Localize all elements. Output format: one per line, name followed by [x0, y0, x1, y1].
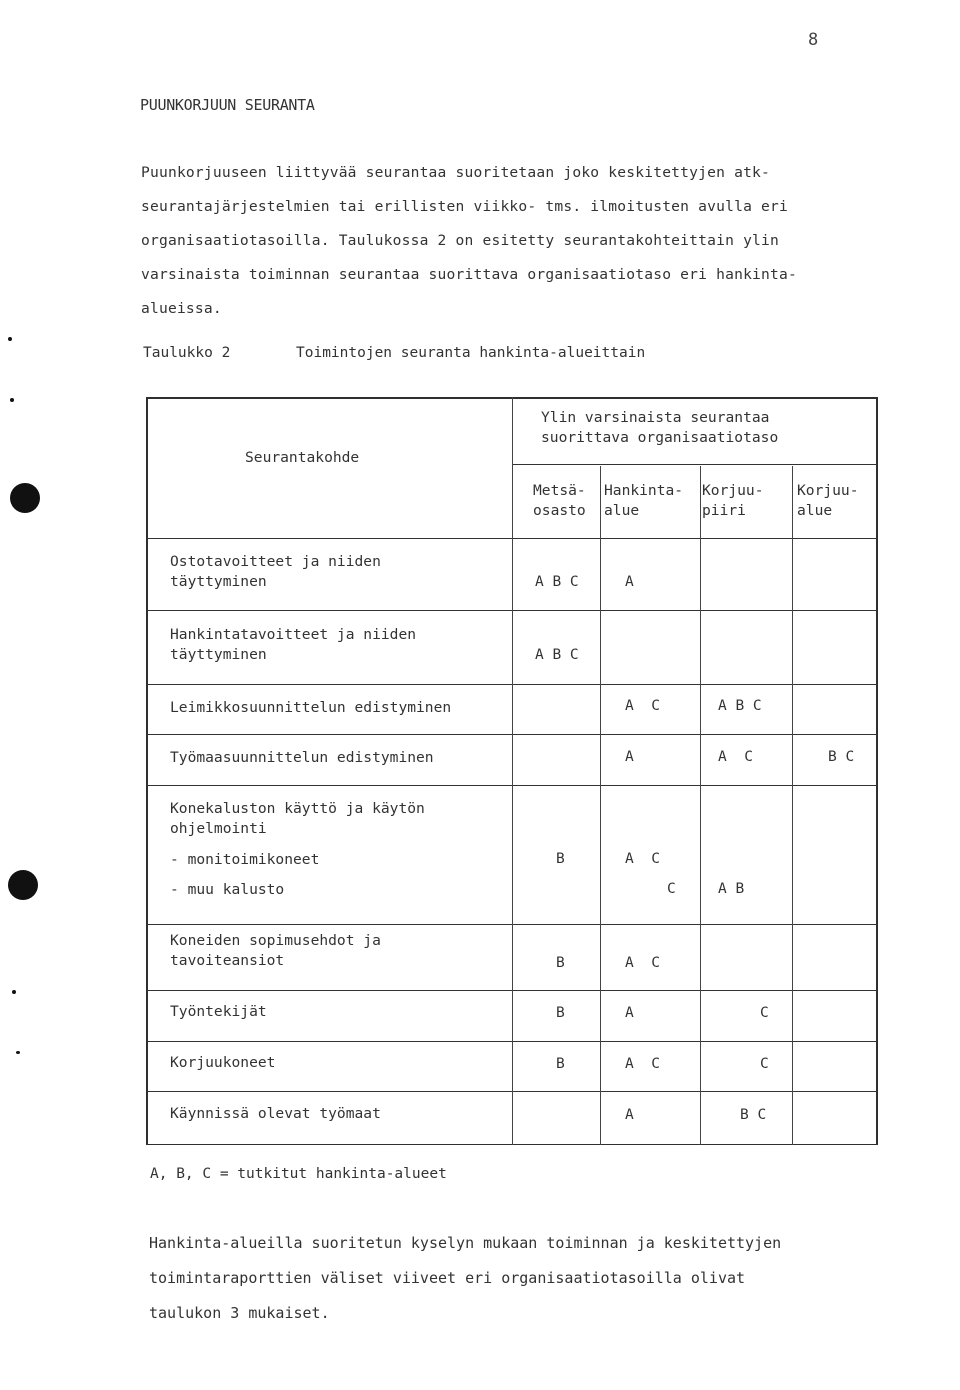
table-cell: A B C [718, 698, 762, 714]
table-cell: B C [740, 1107, 767, 1123]
table-caption-title: Toimintojen seuranta hankinta-alueittain [296, 345, 646, 361]
row-label: - monitoimikoneet [170, 851, 320, 868]
table-cell: A B C [535, 574, 579, 590]
row-label: Hankintatavoitteet ja niiden täyttyminen [170, 626, 417, 663]
punch-hole-mark [8, 870, 38, 900]
group-header: Ylin varsinaista seurantaa suorittava organisaatiotaso [541, 409, 779, 446]
margin-speck [10, 398, 14, 402]
table-cell: A C [718, 749, 753, 765]
page-number: 8 [808, 30, 819, 50]
section-heading: PUUNKORJUUN SEURANTA [140, 96, 315, 114]
intro-line: seurantajärjestelmien tai erillisten viikko- tms. ilmoitusten avulla eri [141, 198, 789, 215]
column-divider [700, 466, 701, 1145]
row-label: Konekaluston käyttö ja käytön ohjelmointi [170, 800, 425, 837]
row-label: - muu kalusto [170, 881, 285, 898]
column-header-hankinta-alue: Hankinta- alue [604, 482, 684, 519]
column-divider [792, 466, 793, 1145]
table-cell: C [667, 881, 676, 897]
margin-speck [12, 990, 16, 994]
row-label: Koneiden sopimusehdot ja tavoiteansiot [170, 932, 381, 969]
table-cell: A [625, 749, 634, 765]
table-cell: B C [828, 749, 855, 765]
table-cell: B [556, 1056, 565, 1072]
table-cell: B [556, 955, 565, 971]
table-cell: A [625, 1107, 634, 1123]
table-cell: A [625, 574, 634, 590]
table-caption-label: Taulukko 2 [143, 345, 231, 361]
header-divider [512, 464, 878, 465]
table-cell: A C [625, 851, 660, 867]
column-header-metsaosasto: Metsä- osasto [533, 482, 586, 519]
table-cell: C [760, 1005, 769, 1021]
column-header-korjuupiiri: Korjuu- piiri [702, 482, 764, 519]
table-cell: C [760, 1056, 769, 1072]
intro-paragraph [141, 156, 901, 326]
table-legend: A, B, C = tutkitut hankinta-alueet [150, 1166, 447, 1182]
intro-line: Puunkorjuuseen liittyvää seurantaa suoritetaan joko keskitettyjen atk- [141, 164, 771, 181]
column-divider [512, 397, 513, 1145]
table-cell: A C [625, 698, 660, 714]
intro-line: varsinaista toiminnan seurantaa suorittava organisaatiotaso eri hankinta- [141, 266, 797, 283]
row-label: Korjuukoneet [170, 1054, 276, 1071]
table-cell: A [625, 1005, 634, 1021]
table-cell: A B C [535, 647, 579, 663]
intro-line: organisaatiotasoilla. Taulukossa 2 on esitetty seurantakohteittain ylin [141, 232, 780, 249]
row-label: Ostotavoitteet ja niiden täyttyminen [170, 553, 381, 590]
margin-speck [8, 337, 12, 341]
punch-hole-mark [10, 483, 40, 513]
outro-line: taulukon 3 mukaiset. [149, 1304, 330, 1322]
row-label: Työmaasuunnittelun edistyminen [170, 749, 434, 766]
closing-paragraph [149, 1226, 781, 1331]
table-cell: A C [625, 1056, 660, 1072]
outro-line: Hankinta-alueilla suoritetun kyselyn mukaan toiminnan ja keskitettyjen [149, 1234, 782, 1252]
column-header-korjuualue: Korjuu- alue [797, 482, 859, 519]
table-cell: B [556, 1005, 565, 1021]
row-label: Käynnissä olevat työmaat [170, 1105, 381, 1122]
row-label: Työntekijät [170, 1003, 267, 1020]
outro-line: toimintaraporttien väliset viiveet eri organisaatiotasoilla olivat [149, 1269, 746, 1287]
margin-speck [16, 1051, 20, 1054]
table-cell: B [556, 851, 565, 867]
target-header: Seurantakohde [245, 449, 360, 466]
column-divider [600, 466, 601, 1145]
table-cell: A C [625, 955, 660, 971]
row-label: Leimikkosuunnittelun edistyminen [170, 699, 452, 716]
table-cell: A B [718, 881, 745, 897]
intro-line: alueissa. [141, 300, 222, 317]
